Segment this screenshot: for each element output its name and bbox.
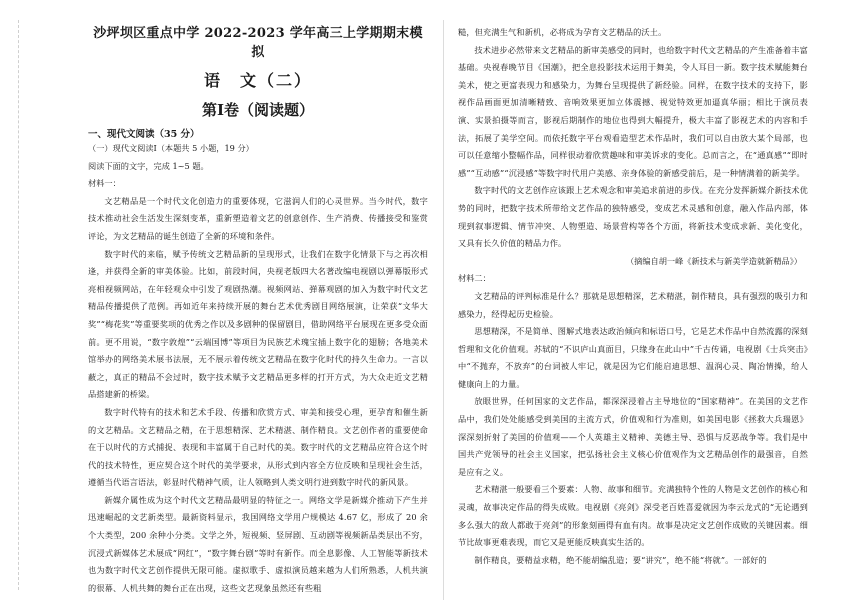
paragraph: 技术进步必然带来文艺精品的新审美感受的同时，也给数字时代文艺精品的产生准备着丰富基础。央视春晚节目《国潮》，把全息投影技术运用于舞美，令人耳目一新。数字技术赋能舞台美术，使之更富表现力和感染力，为舞台呈现提供了新经验。同样，在数字技术的支持下，影视作品画面更加清晰精致、音响效果更加立体震撼、视觉特效更加逼真华丽；相比于演员表演、实景拍摄等而言，影视后期制作的地位也得到大幅提升，极大丰富了影视艺术的内容和手法，拓展了美学空间。而依托数字平台观看造型艺术作品时，我们可以自由放大某个局部，也可以任意缩小整幅作品，同样很动着欣赏趣味和审美诉求的变化。总而言之，在“通真感”“即时感”“互动感”“沉浸感”等数字时代用户美感、亲身体验的新感受前后，是一种情满着的新美学。: [458, 44, 808, 178]
right-column: [458, 0, 808, 608]
source-citation: （摘编自胡一峰《新技术与新美学造就新精品》）: [625, 255, 802, 266]
binding-line: [18, 20, 20, 590]
material-label: 材料二：: [458, 273, 491, 284]
paragraph: 思想精深，不是简单、图解式地表达政治倾向和标语口号，它是艺术作品中自然流露的深刻哲理和文化价值观。苏轼的“不识庐山真面目，只缘身在此山中”千古传诵，电视剧《士兵突击》中“不抛弃，不放弃”的台词被人牢记，就是因为它们能启迪思想、温润心灵、陶冶情操，给人健康向上的力量。: [458, 326, 808, 389]
paragraph: 数字时代的来临，赋予传统文艺精品新的呈现形式，让我们在数字化情景下与之再次相逢，并获得全新的审美体验。比如，前段时间，央视老版四大名著改编电视剧以弹幕版形式亮相视频网站，在年轻观众中引发了观剧热潮。视频网站、弹幕观剧的加入为数字时代文艺精品传播提供了范例。再如近年来持续开展的舞台艺术优秀剧目网络展演，让荣获“文华大奖”“梅花奖”等重要奖项的优秀之作以及多剧种的保留剧目，借助网络平台展现在更多受众面前。更不用说，“数字敦煌”“云端国博”等项目为民族艺术瑰宝插上数字化的翅膀；各地美术馆举办的网络美术展书法展，无不展示着传统文艺精品在数字化时代的持久生命力。一言以蔽之，真正的精品不会过时，数字技术赋予文艺精品更多样的打开方式，为大众走近文艺精品搭建新的桥梁。: [88, 248, 428, 400]
material-label: 材料一：: [88, 178, 121, 189]
paragraph: 文艺精品是一个时代文化创造力的重要体现，它滋润人们的心灵世界。当今时代，数字技术推动社会生活发生深刻变革，重新塑造着文艺的创意创作、生产消费、传播接受和鉴赏评论，为文艺精品的诞生创造了全新的环境和条件。: [88, 195, 428, 241]
section-heading: 一、现代文阅读（35 分）: [88, 129, 200, 140]
paragraph: 新媒介属性成为这个时代文艺精品最明显的特征之一。网络文学是新媒介推动下产生并迅速崛起的文艺新类型。最新资料显示，我国网络文学用户规模达 4.67 亿，形成了 20 余个大类型，200 余种小分类。文学之外，短视频、竖屏剧、互动剧等视频新品类层出不穷，沉浸式新媒体艺术展成“网红”，“数字舞台剧”等时有新作。而全息影像、人工智能等新技术也为数字时代文艺创作提供无限可能。虚拟歌手、虚拟演员越来越为人们所熟悉，人机共演的很幕、人机共舞的舞台正在出现，这些文艺现象虽然还有些粗: [88, 494, 428, 593]
paragraph: 文艺精品的评判标准是什么？那就是思想精深，艺术精湛，制作精良，具有强烈的吸引力和感染力，经得起历史检验。: [458, 290, 808, 319]
paragraph: 艺术精湛一般要看三个要素：人物、故事和细节。充满独特个性的人物是文艺创作的核心和灵魂，故事决定作品的得失成败。电视剧《亮剑》深受老百姓喜爱就因为李云龙式的“无论遇到多么强大的敌人都敢于亮剑”的形象刻画得有血有肉。故事是决定文艺创作成败的关键因素。细节比故事更难表现，而它又是更能反映真实生活的。: [458, 484, 808, 548]
instruction: 阅读下面的文字，完成 1~5 题。: [88, 160, 209, 171]
column-divider: [443, 20, 444, 600]
volume-title: 第Ⅰ卷（阅读题）: [201, 101, 315, 119]
exam-subject: 语 文（二）: [203, 71, 312, 90]
paragraph: 数字时代特有的技术和艺术手段、传播和欣赏方式、审美和接受心理，更孕育和催生新的文艺精品。文艺精品之精，在于思想精深、艺术精湛、制作精良。文艺创作者的重要使命在于以时代的方式捕捉、表现和丰富属于自己时代的美。数字时代的文艺精品应符合这个时代的技术特性，更应契合这个时代的美学要求，从形式到内容全方位反映和呈现社会生活，遵循当代语言语法，彰显时代精神气质，让人领略到人类文明行进到数字时代的新风景。: [88, 406, 428, 488]
paragraph: 数字时代的文艺创作应该跟上艺术观念和审美追求前进的步伐。在充分发挥新媒介新技术优势的同时，把数字技术所带给文艺作品的独特感受，变成艺术灵感和创意，融入作品内部，体现到叙事逻辑、情节冲突、人物塑造、场景营构等各个方面，将新技术变成求新、美化变化，又具有长久价值的精品力作。: [458, 185, 808, 249]
paragraph: 制作精良，要精益求精，绝不能胡编乱造；要“讲究”，绝不能“将就”。一部好的: [474, 554, 767, 565]
left-column: [88, 0, 428, 608]
paragraph: 放眼世界，任何国家的文艺作品，都深深浸着占主导地位的“国家精神”。在美国的文艺作品中，我们处处能感受到美国的主流方式，价值观和行为准则，如美国电影《拯救大兵瑞恩》深深刻折射了美国的价值观——个人英雄主义精神、美德主导、恐惧与反恶战争等。我们是中国共产党领导的社会主义国家，把弘扬社会主义核心价值观作为文艺精品创作的最强音，自然是应有之义。: [458, 396, 808, 477]
exam-title: 沙坪坝区重点中学 2022-2023 学年高三上学期期末模拟: [93, 26, 423, 60]
subsection-heading: （一）现代文阅读Ⅰ（本题共 5 小题，19 分）: [88, 143, 254, 153]
paragraph: 糙，但充满生气和新机，必将成为孕育文艺精品的沃土。: [458, 27, 667, 37]
